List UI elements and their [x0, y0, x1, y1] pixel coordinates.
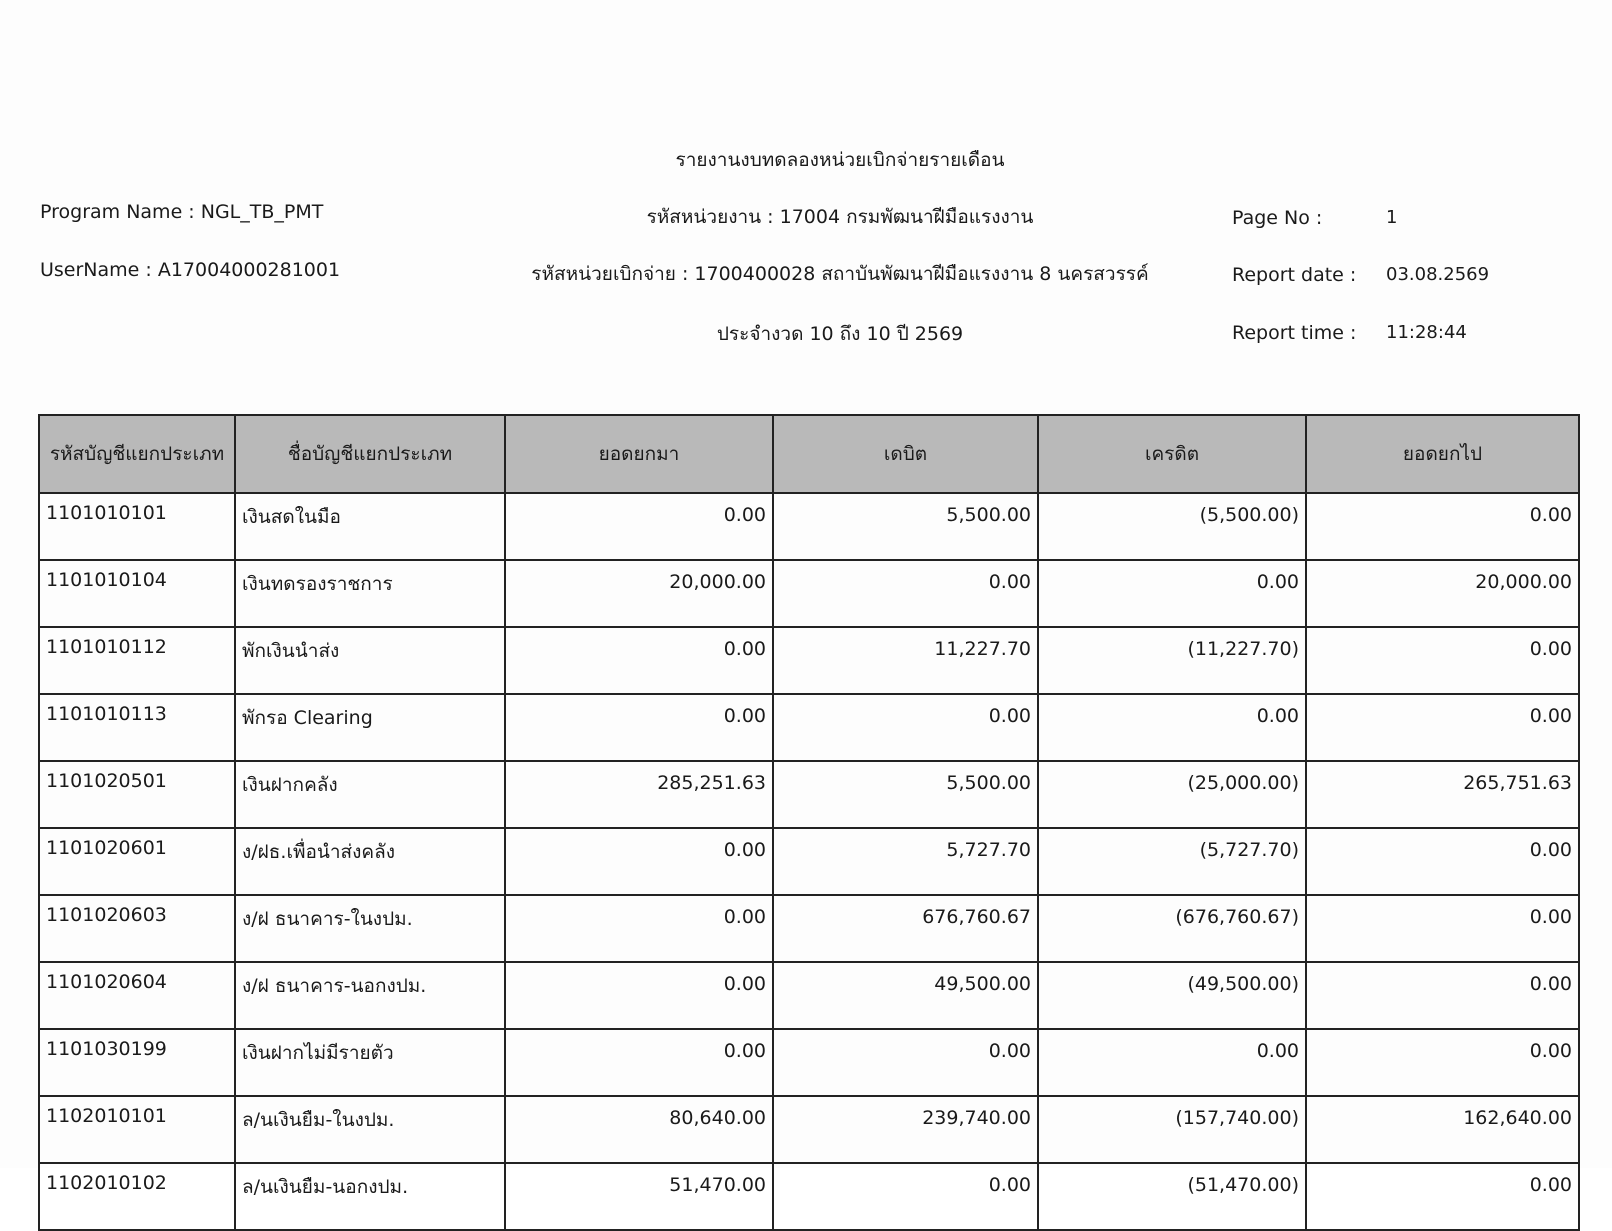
table-row: [39, 694, 1579, 761]
carried-forward-cell: 0.00: [1306, 1163, 1579, 1230]
account-name-cell: ล/นเงินยืม-นอกงปม.: [235, 1163, 505, 1230]
account-name-cell: ง/ฝธ.เพื่อนำส่งคลัง: [235, 828, 505, 895]
account-code-cell: 1101010104: [39, 560, 235, 627]
brought-forward-cell: 0.00: [505, 627, 773, 694]
carried-forward-cell: 0.00: [1306, 627, 1579, 694]
account-code-cell: 1102010102: [39, 1163, 235, 1230]
credit-cell: 0.00: [1038, 1029, 1306, 1096]
credit-cell: (157,740.00): [1038, 1096, 1306, 1163]
page-no-label: Page No :: [1232, 207, 1323, 229]
brought-forward-cell: 285,251.63: [505, 761, 773, 828]
carried-forward-cell: 0.00: [1306, 1029, 1579, 1096]
debit-cell: 11,227.70: [773, 627, 1038, 694]
account-code-cell: 1101020601: [39, 828, 235, 895]
brought-forward-cell: 20,000.00: [505, 560, 773, 627]
debit-cell: 5,727.70: [773, 828, 1038, 895]
table-row: [39, 560, 1579, 627]
account-name-cell: พักเงินนำส่ง: [235, 627, 505, 694]
debit-cell: 5,500.00: [773, 493, 1038, 560]
account-code-cell: 1101020501: [39, 761, 235, 828]
account-code-cell: 1101010101: [39, 493, 235, 560]
brought-forward-cell: 0.00: [505, 1029, 773, 1096]
debit-cell: 676,760.67: [773, 895, 1038, 962]
brought-forward-cell: 0.00: [505, 828, 773, 895]
page-no-value: 1: [1386, 207, 1398, 228]
account-code-cell: 1101010112: [39, 627, 235, 694]
table-row: [39, 1096, 1579, 1163]
account-name-cell: เงินฝากคลัง: [235, 761, 505, 828]
table-row: [39, 1163, 1579, 1230]
account-name-cell: เงินสดในมือ: [235, 493, 505, 560]
col-header-account-code: รหัสบัญชีแยกประเภท: [39, 415, 235, 493]
debit-cell: 0.00: [773, 1029, 1038, 1096]
col-header-debit: เดบิต: [773, 415, 1038, 493]
account-code-cell: 1101020604: [39, 962, 235, 1029]
report-date-value: 03.08.2569: [1386, 264, 1490, 285]
disbursing-unit-line: รหัสหน่วยเบิกจ่าย : 1700400028 สถาบันพัฒนาฝีมือแรงงาน 8 นครสวรรค์: [531, 263, 1149, 285]
account-name-cell: ง/ฝ ธนาคาร-ในงปม.: [235, 895, 505, 962]
credit-cell: 0.00: [1038, 560, 1306, 627]
account-code-cell: 1101010113: [39, 694, 235, 761]
credit-cell: (5,500.00): [1038, 493, 1306, 560]
period-line: ประจำงวด 10 ถึง 10 ปี 2569: [716, 323, 964, 345]
credit-cell: (25,000.00): [1038, 761, 1306, 828]
account-code-cell: 1101020603: [39, 895, 235, 962]
credit-cell: (5,727.70): [1038, 828, 1306, 895]
account-name-cell: เงินทดรองราชการ: [235, 560, 505, 627]
carried-forward-cell: 0.00: [1306, 895, 1579, 962]
brought-forward-cell: 80,640.00: [505, 1096, 773, 1163]
brought-forward-cell: 51,470.00: [505, 1163, 773, 1230]
report-time-label: Report time :: [1232, 322, 1357, 344]
debit-cell: 239,740.00: [773, 1096, 1038, 1163]
brought-forward-cell: 0.00: [505, 895, 773, 962]
brought-forward-cell: 0.00: [505, 493, 773, 560]
carried-forward-cell: 162,640.00: [1306, 1096, 1579, 1163]
report-title: รายงานงบทดลองหน่วยเบิกจ่ายรายเดือน: [675, 149, 1005, 171]
account-code-cell: 1102010101: [39, 1096, 235, 1163]
debit-cell: 5,500.00: [773, 761, 1038, 828]
table-row: [39, 828, 1579, 895]
brought-forward-cell: 0.00: [505, 694, 773, 761]
carried-forward-cell: 0.00: [1306, 962, 1579, 1029]
account-name-cell: พักรอ Clearing: [235, 694, 505, 761]
table-header-row: [39, 415, 1579, 493]
col-header-account-name: ชื่อบัญชีแยกประเภท: [235, 415, 505, 493]
debit-cell: 0.00: [773, 1163, 1038, 1230]
col-header-carried-forward: ยอดยกไป: [1306, 415, 1579, 493]
credit-cell: 0.00: [1038, 694, 1306, 761]
credit-cell: (51,470.00): [1038, 1163, 1306, 1230]
report-time-value: 11:28:44: [1386, 322, 1467, 343]
agency-line: รหัสหน่วยงาน : 17004 กรมพัฒนาฝีมือแรงงาน: [646, 206, 1034, 228]
trial-balance-table: [38, 414, 1580, 1231]
carried-forward-cell: 20,000.00: [1306, 560, 1579, 627]
table-row: [39, 761, 1579, 828]
table-body: [39, 493, 1579, 1230]
table-row: [39, 493, 1579, 560]
table-row: [39, 1029, 1579, 1096]
account-name-cell: ง/ฝ ธนาคาร-นอกงปม.: [235, 962, 505, 1029]
debit-cell: 0.00: [773, 694, 1038, 761]
credit-cell: (49,500.00): [1038, 962, 1306, 1029]
account-name-cell: เงินฝากไม่มีรายตัว: [235, 1029, 505, 1096]
table-row: [39, 627, 1579, 694]
account-name-cell: ล/นเงินยืม-ในงปม.: [235, 1096, 505, 1163]
carried-forward-cell: 265,751.63: [1306, 761, 1579, 828]
report-date-label: Report date :: [1232, 264, 1357, 286]
col-header-credit: เครดิต: [1038, 415, 1306, 493]
carried-forward-cell: 0.00: [1306, 828, 1579, 895]
credit-cell: (676,760.67): [1038, 895, 1306, 962]
program-name: Program Name : NGL_TB_PMT: [40, 201, 324, 223]
carried-forward-cell: 0.00: [1306, 694, 1579, 761]
brought-forward-cell: 0.00: [505, 962, 773, 1029]
table-row: [39, 895, 1579, 962]
col-header-brought-forward: ยอดยกมา: [505, 415, 773, 493]
username: UserName : A17004000281001: [40, 259, 341, 281]
account-code-cell: 1101030199: [39, 1029, 235, 1096]
credit-cell: (11,227.70): [1038, 627, 1306, 694]
carried-forward-cell: 0.00: [1306, 493, 1579, 560]
debit-cell: 49,500.00: [773, 962, 1038, 1029]
debit-cell: 0.00: [773, 560, 1038, 627]
table-row: [39, 962, 1579, 1029]
